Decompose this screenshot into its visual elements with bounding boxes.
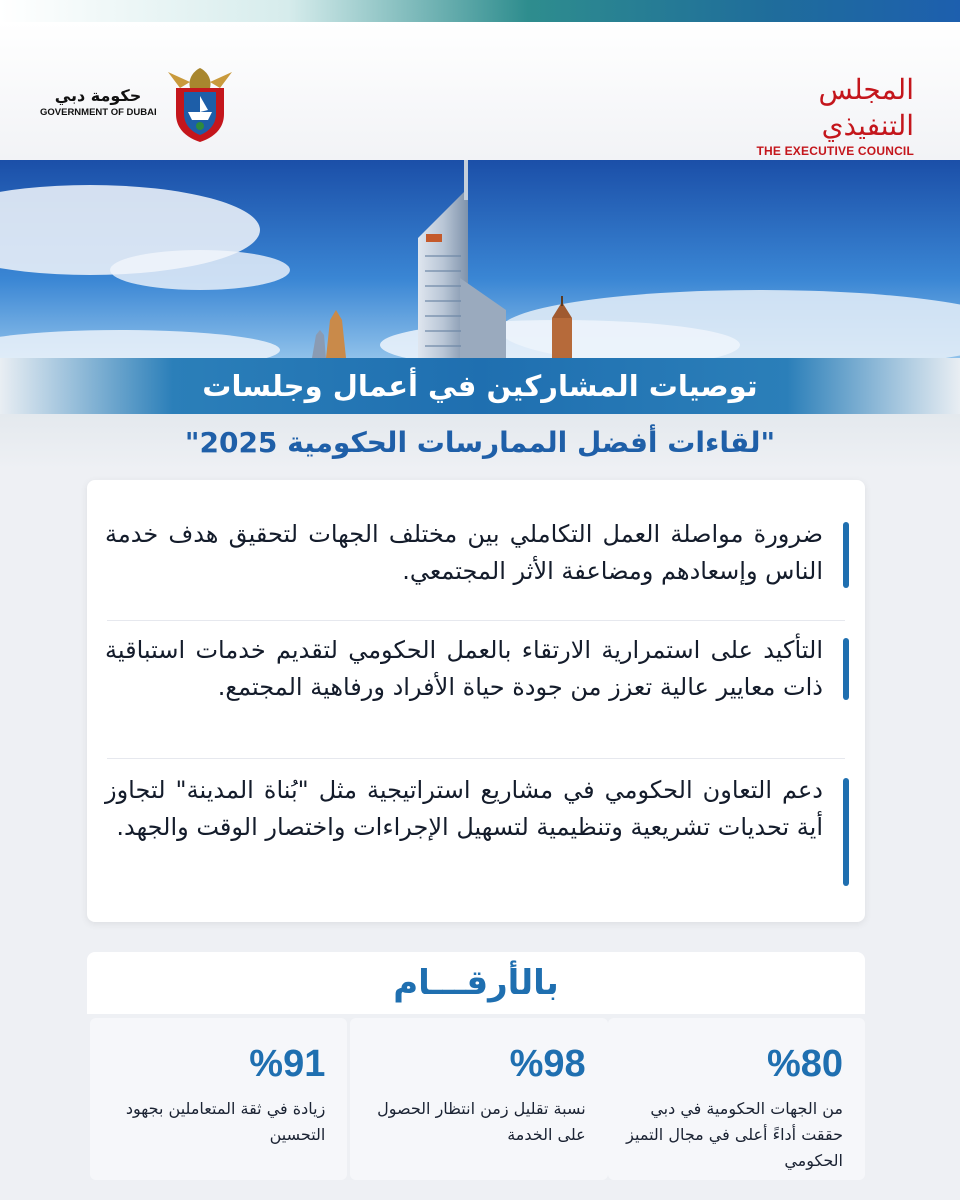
recommendations-card (87, 480, 865, 922)
top-gradient-strip (0, 0, 960, 22)
stat-card (350, 1018, 607, 1180)
recommendation-text: التأكيد على استمرارية الارتقاء بالعمل الحكومي لتقديم خدمات استباقية ذات معايير عالية تعزز من جودة حياة الأفراد ورفاهية المجتمع. (105, 636, 823, 701)
recommendation-text: دعم التعاون الحكومي في مشاريع استراتيجية مثل "بُناة المدينة" لتجاوز أية تحديات تشريعية وتنظيمية لتسهيل الإجراءات واختصار الوقت والجهد. (105, 776, 823, 841)
header (0, 22, 960, 160)
item-accent-bar (843, 638, 849, 700)
council-name-en: THE EXECUTIVE COUNCIL (756, 144, 914, 158)
council-name-ar: المجلس التنفيذي (818, 73, 914, 142)
page-title: توصيات المشاركين في أعمال وجلسات (202, 369, 758, 403)
numbers-title: بالأرقـــام (393, 963, 559, 1003)
dubai-emblem-icon (160, 62, 240, 144)
recommendation-text: ضرورة مواصلة العمل التكاملي بين مختلف الجهات لتحقيق هدف خدمة الناس وإسعادهم ومضاعفة الأثر المجتمعي. (105, 520, 823, 585)
numbers-header (87, 952, 865, 1014)
stats-row (87, 1018, 865, 1180)
recommendation-item (87, 772, 865, 846)
hero-skyline-image (0, 160, 960, 358)
government-logo-text (40, 86, 156, 118)
recommendation-item (87, 516, 865, 590)
stat-value: %91 (249, 1043, 326, 1085)
page-subtitle: "لقاءات أفضل الممارسات الحكومية 2025" (184, 425, 776, 459)
stat-value: %80 (766, 1043, 843, 1085)
executive-council-logo (724, 72, 914, 158)
recommendation-item (87, 632, 865, 706)
subtitle-band (0, 414, 960, 470)
stat-label: نسبة تقليل زمن انتظار الحصول على الخدمة (377, 1099, 586, 1144)
stat-card (90, 1018, 347, 1180)
item-accent-bar (843, 522, 849, 588)
stat-label: من الجهات الحكومية في دبي حققت أداءً أعلى في مجال التميز الحكومي (626, 1099, 843, 1170)
stat-value: %98 (509, 1043, 586, 1085)
government-name-ar: حكومة دبي (54, 86, 142, 105)
stat-label: زيادة في ثقة المتعاملين بجهود التحسين (125, 1099, 326, 1144)
divider (107, 620, 845, 621)
title-band (0, 358, 960, 414)
stat-card (608, 1018, 865, 1180)
divider (107, 758, 845, 759)
government-name-en: GOVERNMENT OF DUBAI (40, 107, 157, 118)
item-accent-bar (843, 778, 849, 886)
